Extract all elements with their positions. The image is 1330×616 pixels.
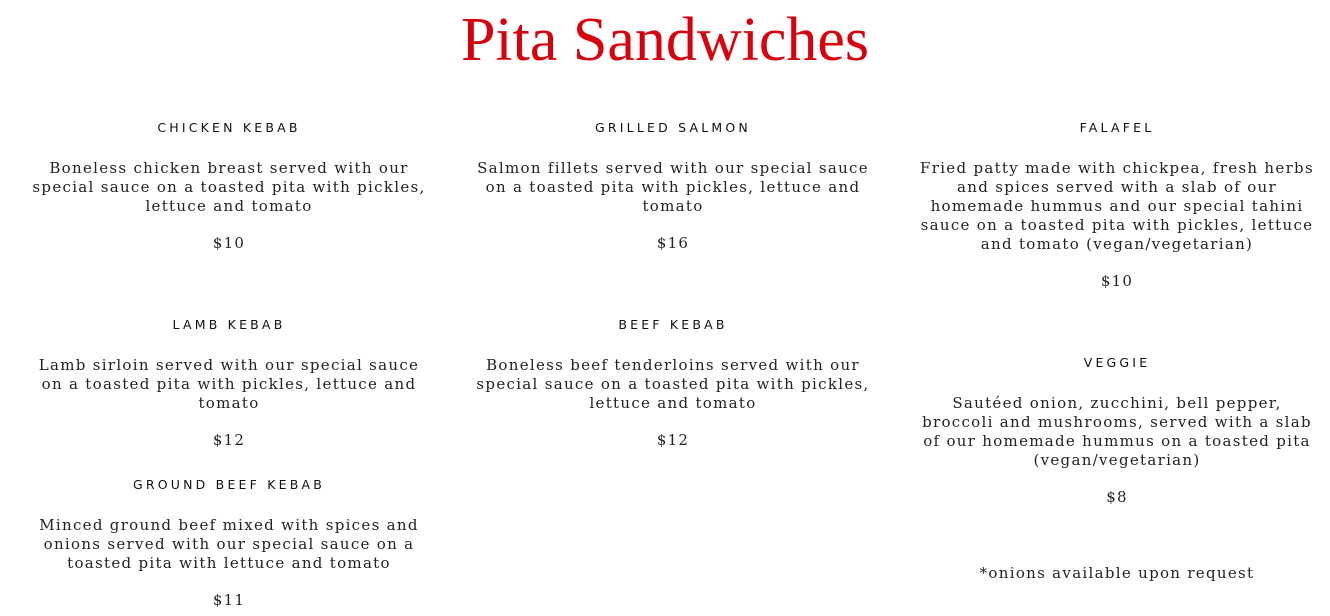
item-price: $10	[1100, 272, 1134, 290]
item-description: Salmon fillets served with our special sauce on a toasted pita with pickles, lettuce and tomato	[477, 159, 869, 215]
item-name: GROUND BEEF KEBAB	[132, 477, 326, 492]
item-description: Boneless beef tenderloins served with our special sauce on a toasted pita with pickles, lettuce and tomato	[476, 356, 870, 412]
menu-item-falafel	[917, 119, 1317, 291]
menu-item-veggie	[917, 354, 1317, 507]
page-title: Pita Sandwiches	[460, 6, 870, 74]
menu-item-grilled-salmon	[473, 119, 873, 253]
item-name: BEEF KEBAB	[618, 317, 728, 332]
onions-note: *onions available upon request	[979, 564, 1255, 582]
item-name: LAMB KEBAB	[172, 317, 286, 332]
menu-item-ground-beef-kebab	[29, 476, 429, 610]
item-description: Sautéed onion, zucchini, bell pepper, broccoli and mushrooms, served with a slab of our homemade hummus on a toasted pita (vegan/vegetarian)	[922, 394, 1312, 469]
item-name: FALAFEL	[1079, 120, 1155, 135]
item-price: $16	[656, 234, 690, 252]
item-name: VEGGIE	[1083, 355, 1151, 370]
item-price: $12	[212, 431, 246, 449]
item-price: $11	[212, 591, 246, 609]
item-description: Minced ground beef mixed with spices and onions served with our special sauce on a toasted pita with lettuce and tomato	[39, 516, 419, 572]
item-description: Fried patty made with chickpea, fresh herbs and spices served with a slab of our homemade hummus and our special tahini sauce on a toasted pita with pickles, lettuce and tomato (vegan/vegetarian)	[920, 159, 1314, 253]
item-price: $12	[656, 431, 690, 449]
menu-item-lamb-kebab	[29, 316, 429, 450]
menu-item-chicken-kebab	[29, 119, 429, 253]
item-description: Lamb sirloin served with our special sauce on a toasted pita with pickles, lettuce and tomato	[38, 356, 420, 412]
item-description: Boneless chicken breast served with our special sauce on a toasted pita with pickles, lettuce and tomato	[32, 159, 426, 215]
item-price: $8	[1106, 488, 1128, 506]
item-name: GRILLED SALMON	[595, 120, 751, 135]
menu-item-beef-kebab	[473, 316, 873, 450]
item-price: $10	[212, 234, 246, 252]
item-name: CHICKEN KEBAB	[157, 120, 301, 135]
